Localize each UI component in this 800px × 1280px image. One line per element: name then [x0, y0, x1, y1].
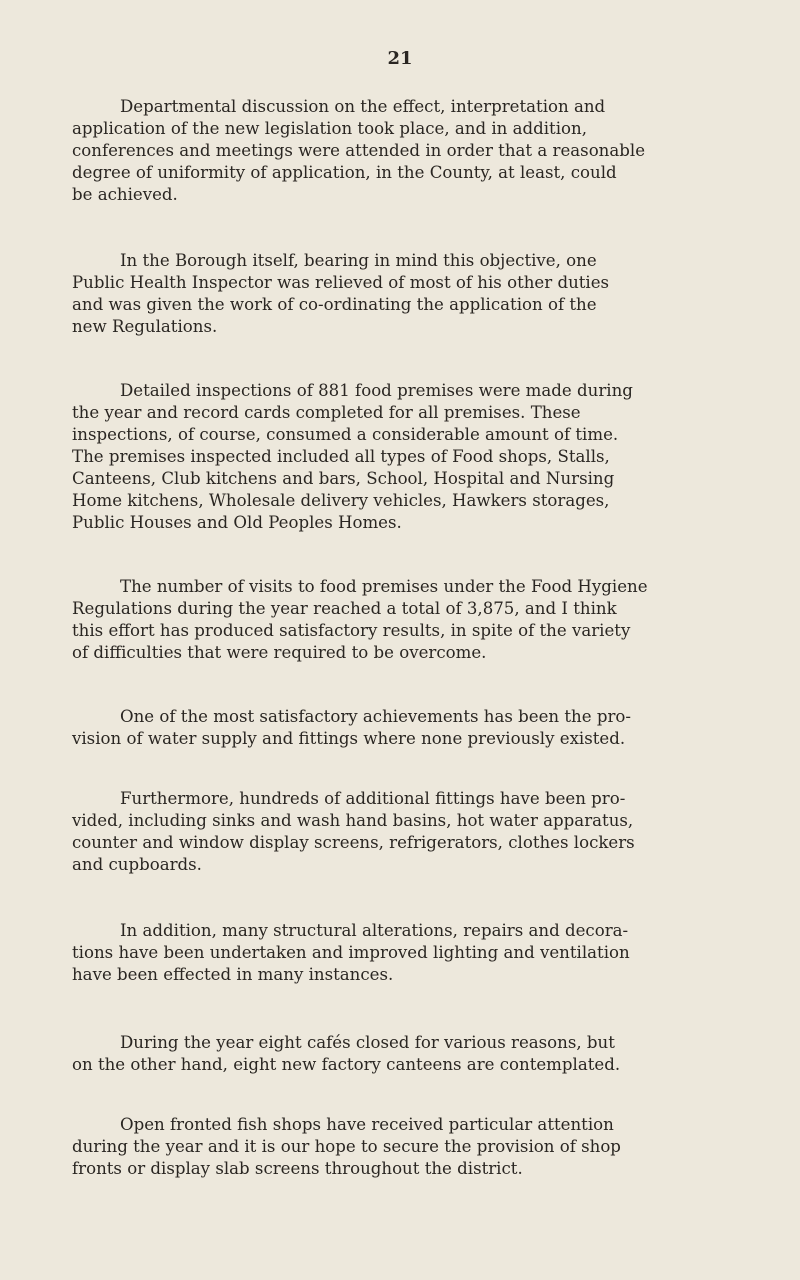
paragraph-line: conferences and meetings were attended in order that a reasonable: [72, 141, 646, 160]
paragraph-line: Open fronted fish shops have received particular attention: [120, 1115, 614, 1134]
paragraph-fish-shops: [72, 1114, 714, 1180]
paragraph-visits: [72, 576, 714, 664]
paragraph-water-supply: [72, 706, 714, 750]
paragraph-line: Canteens, Club kitchens and bars, School, Hospital and Nursing: [72, 469, 615, 488]
paragraph-line: Departmental discussion on the effect, interpretation and: [120, 97, 606, 116]
paragraph-cafes: [72, 1032, 714, 1076]
paragraph-line: Regulations during the year reached a total of 3,875, and I think: [72, 599, 617, 618]
paragraph-line: and was given the work of co-ordinating the application of the: [72, 295, 597, 314]
paragraph-fittings: [72, 788, 714, 876]
paragraph-line: the year and record cards completed for all premises. These: [72, 403, 581, 422]
paragraph-line: vided, including sinks and wash hand basins, hot water apparatus,: [72, 811, 634, 830]
paragraph-line: Furthermore, hundreds of additional fittings have been pro-: [120, 789, 626, 808]
page-number: 21: [387, 48, 413, 69]
paragraph-line: During the year eight cafés closed for various reasons, but: [120, 1033, 615, 1052]
paragraph-alterations: [72, 920, 714, 986]
paragraph-line: new Regulations.: [72, 317, 218, 336]
paragraph-line: Public Houses and Old Peoples Homes.: [72, 513, 402, 532]
paragraph-inspections: [72, 380, 714, 534]
paragraph-line: of difficulties that were required to be overcome.: [72, 643, 487, 662]
paragraph-line: have been effected in many instances.: [72, 965, 394, 984]
paragraph-line: vision of water supply and fittings where none previously existed.: [72, 729, 626, 748]
paragraph-consultation: [72, 96, 714, 206]
paragraph-line: Public Health Inspector was relieved of most of his other duties: [72, 273, 610, 292]
paragraph-line: application of the new legislation took place, and in addition,: [72, 119, 587, 138]
paragraph-line: fronts or display slab screens throughout the district.: [72, 1159, 523, 1178]
paragraph-line: Home kitchens, Wholesale delivery vehicles, Hawkers storages,: [72, 491, 610, 510]
paragraph-line: degree of uniformity of application, in the County, at least, could: [72, 163, 617, 182]
paragraph-line: tions have been undertaken and improved lighting and ventilation: [72, 943, 630, 962]
paragraph-line: during the year and it is our hope to secure the provision of shop: [72, 1137, 621, 1156]
paragraph-line: In addition, many structural alterations, repairs and decora-: [120, 921, 629, 940]
paragraph-line: this effort has produced satisfactory results, in spite of the variety: [72, 621, 631, 640]
paragraph-line: on the other hand, eight new factory canteens are contemplated.: [72, 1055, 621, 1074]
paragraph-line: inspections, of course, consumed a considerable amount of time.: [72, 425, 619, 444]
paragraph-line: and cupboards.: [72, 855, 202, 874]
paragraph-line: Detailed inspections of 881 food premises were made during: [120, 381, 633, 400]
paragraph-line: counter and window display screens, refrigerators, clothes lockers: [72, 833, 635, 852]
paragraph-line: The premises inspected included all types of Food shops, Stalls,: [72, 447, 610, 466]
paragraph-line: The number of visits to food premises under the Food Hygiene: [120, 577, 648, 596]
paragraph-line: In the Borough itself, bearing in mind this objective, one: [120, 251, 597, 270]
paragraph-line: be achieved.: [72, 185, 178, 204]
paragraph-borough: [72, 250, 714, 338]
paragraph-line: One of the most satisfactory achievements has been the pro-: [120, 707, 631, 726]
